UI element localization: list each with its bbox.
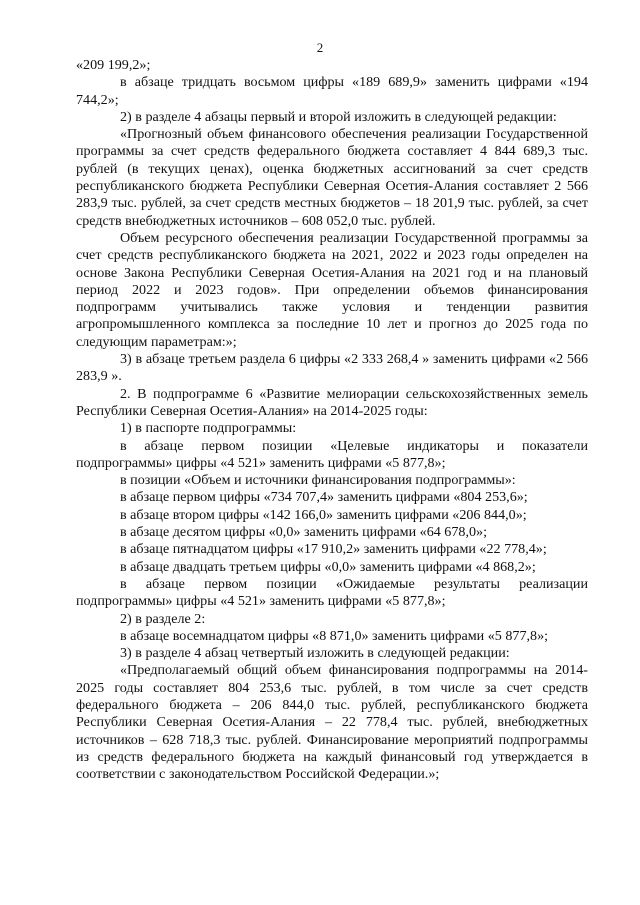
document-body	[76, 57, 588, 783]
paragraph: 3) в абзаце третьем раздела 6 цифры «2 333 268,4 » заменить цифрами «2 566 283,9 ».	[76, 351, 588, 385]
paragraph: в абзаце восемнадцатом цифры «8 871,0» заменить цифрами «5 877,8»;	[120, 627, 549, 644]
paragraph: в абзаце двадцать третьем цифры «0,0» заменить цифрами «4 868,2»;	[120, 558, 536, 575]
paragraph: «Прогнозный объем финансового обеспечения реализации Государственной программы за счет средств федерального бюджета составляет 4 844 689,3 тыс. рублей (в текущих ценах), оценка бюджетных ассигнований за счет средств республиканского бюджета Республики Северная Осетия-Алания составляет 2 566 283,9 тыс. рублей, за счет средств местных бюджетов – 18 201,9 тыс. рублей, за счет средств внебюджетных источников – 608 052,0 тыс. рублей.	[76, 126, 588, 229]
paragraph: 2. В подпрограмме 6 «Развитие мелиорации сельскохозяйственных земель Республики Северная Осетия-Алания» на 2014-2025 годы:	[76, 385, 588, 419]
paragraph: в абзаце десятом цифры «0,0» заменить цифрами «64 678,0»;	[120, 524, 487, 541]
page-number: 2	[316, 40, 324, 55]
paragraph: в позиции «Объем и источники финансирования подпрограммы»:	[120, 472, 516, 489]
paragraph: Объем ресурсного обеспечения реализации Государственной программы за счет средств республиканского бюджета на 2021, 2022 и 2023 годы определен на основе Закона Республики Северная Осетия-Алания на 2021 год и на плановый период 2022 и 2023 годов». При определении объемов финансирования подпрограмм учитывались также условия и тенденции развития агропромышленного комплекса за последние 10 лет и прогноз до 2025 года по следующим параметрам:»;	[76, 229, 588, 350]
paragraph: 2) в разделе 2:	[120, 610, 206, 627]
paragraph: 2) в разделе 4 абзацы первый и второй изложить в следующей редакции:	[120, 108, 557, 125]
paragraph: «209 199,2»;	[76, 57, 151, 73]
paragraph: в абзаце втором цифры «142 166,0» заменить цифрами «206 844,0»;	[120, 506, 527, 523]
paragraph: в абзаце первом позиции «Целевые индикаторы и показатели подпрограммы» цифры «4 521» заменить цифрами «5 877,8»;	[76, 437, 588, 471]
paragraph: 3) в разделе 4 абзац четвертый изложить в следующей редакции:	[120, 645, 510, 662]
paragraph: в абзаце первом позиции «Ожидаемые результаты реализации подпрограммы» цифры «4 521» заменить цифрами «5 877,8»;	[76, 575, 588, 610]
paragraph: в абзаце пятнадцатом цифры «17 910,2» заменить цифрами «22 778,4»;	[120, 541, 547, 558]
paragraph: 1) в паспорте подпрограммы:	[120, 420, 297, 437]
paragraph: в абзаце тридцать восьмом цифры «189 689,9» заменить цифрами «194 744,2»;	[76, 74, 588, 108]
paragraph: в абзаце первом цифры «734 707,4» заменить цифрами «804 253,6»;	[120, 489, 528, 506]
paragraph: «Предполагаемый общий объем финансирования подпрограммы на 2014-2025 годы составляет 804 253,6 тыс. рублей, в том числе за счет средств федерального бюджета – 206 844,0 тыс. рублей, республиканского бюджета Республики Северная Осетия-Алания – 22 778,4 тыс. рублей, внебюджетных источников – 628 718,3 тыс. рублей. Финансирование мероприятий подпрограммы из средств федерального бюджета на каждый финансовый год утверждается в соответствии с законодательством Российской Федерации.»;	[76, 662, 588, 783]
